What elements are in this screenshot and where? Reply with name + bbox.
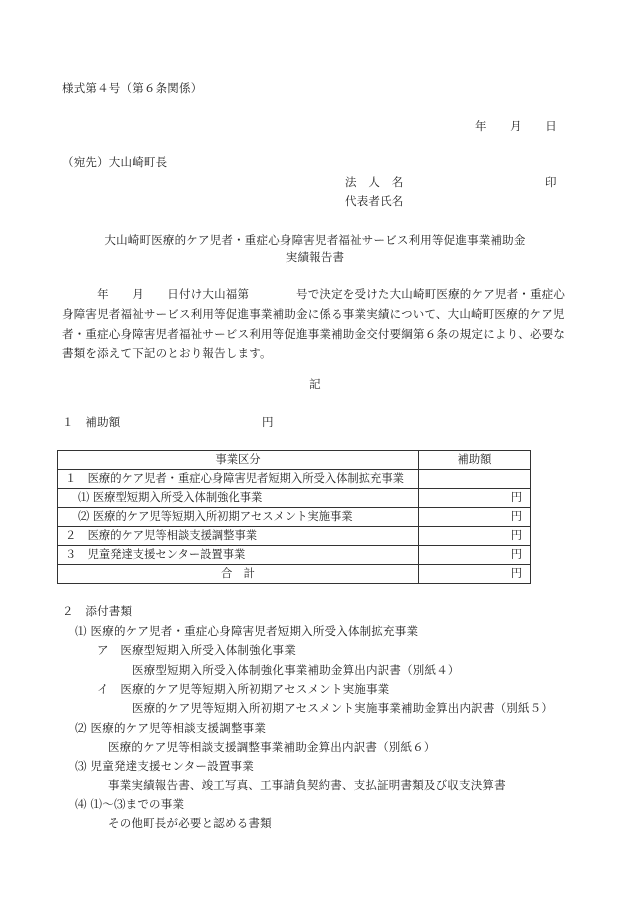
- corp-name-label: 法 人 名: [345, 175, 404, 189]
- table-total-row: [58, 565, 531, 584]
- attachment-group-heading: ⑵ 医療的ケア児等相談支援調整事業: [75, 721, 267, 735]
- attachment-documents: 医療型短期入所受入体制強化事業補助金算出内訳書（別紙４）: [132, 663, 460, 677]
- table-row: [58, 508, 531, 527]
- form-number: 様式第４号（第６条関係）: [62, 81, 203, 95]
- subsidy-amount-label: １ 補助額: [62, 415, 121, 429]
- table-header-category: 事業区分: [58, 451, 419, 470]
- subsidy-amount-unit: 円: [262, 415, 274, 429]
- table-cell-category: ２ 医療的ケア児等相談支援調整事業: [58, 527, 419, 546]
- table-cell-amount: [419, 470, 531, 489]
- table-row: [58, 470, 531, 489]
- table-cell-amount: 円: [419, 565, 531, 584]
- table-cell-category: ⑵ 医療的ケア児等短期入所初期アセスメント実施事業: [58, 508, 419, 527]
- document-subtitle: 実績報告書: [285, 250, 345, 264]
- table-header-row: [58, 451, 531, 470]
- table-cell-amount: 円: [419, 508, 531, 527]
- table-cell-category: ３ 児童発達支援センター設置事業: [58, 546, 419, 565]
- body-line: 書類を添えて下記のとおり報告します。: [62, 346, 272, 360]
- table-cell-amount: 円: [419, 527, 531, 546]
- attachment-subgroup-heading: イ 医療的ケア児等短期入所初期アセスメント実施事業: [97, 682, 390, 696]
- attachment-documents: その他町長が必要と認める書類: [108, 816, 272, 830]
- table-cell-amount: 円: [419, 489, 531, 508]
- attachment-subgroup-heading: ア 医療型短期入所受入体制強化事業: [97, 643, 296, 657]
- body-line: 身障害児者福祉サービス利用等促進事業補助金に係る事業実績について、大山崎町医療的ケア児: [62, 307, 565, 321]
- attachment-documents: 医療的ケア児等短期入所初期アセスメント実施事業補助金算出内訳書（別紙５）: [132, 701, 554, 715]
- table-cell-category: ⑴ 医療型短期入所受入体制強化事業: [58, 489, 419, 508]
- table-row: [58, 527, 531, 546]
- attachment-documents: 事業実績報告書、竣工写真、工事請負契約書、支払証明書類及び収支決算書: [108, 778, 506, 792]
- table-cell-amount: 円: [419, 546, 531, 565]
- ki-heading: 記: [309, 377, 321, 391]
- attachment-group-heading: ⑷ ⑴～⑶までの事業: [75, 797, 185, 811]
- body-line: 者・重症心身障害児者福祉サービス利用等促進事業補助金交付要綱第６条の規定により、必要な: [62, 327, 566, 341]
- seal-mark: 印: [545, 175, 557, 189]
- document-title: 大山崎町医療的ケア児者・重症心身障害児者福祉サービス利用等促進事業補助金: [104, 233, 526, 247]
- attachment-group-heading: ⑴ 医療的ケア児者・重症心身障害児者短期入所受入体制拡充事業: [75, 624, 419, 638]
- table-row: [58, 489, 531, 508]
- table-row: [58, 546, 531, 565]
- table-header-amount: 補助額: [419, 451, 531, 470]
- attachment-group-heading: ⑶ 児童発達支援センター設置事業: [75, 759, 254, 773]
- table-cell-total-label: 合 計: [58, 565, 419, 584]
- addressee: （宛先）大山崎町長: [62, 155, 168, 169]
- date-line: 年 月 日: [475, 119, 557, 133]
- attachments-label: ２ 添付書類: [62, 604, 133, 618]
- representative-label: 代表者氏名: [345, 194, 404, 208]
- attachment-documents: 医療的ケア児等相談支援調整事業補助金算出内訳書（別紙６）: [108, 740, 436, 754]
- table-cell-category: １ 医療的ケア児者・重症心身障害児者短期入所受入体制拡充事業: [58, 470, 419, 489]
- summary-table: [57, 450, 531, 584]
- body-line: 年 月 日付け大山福第 号で決定を受けた大山崎町医療的ケア児者・重症心: [62, 287, 566, 301]
